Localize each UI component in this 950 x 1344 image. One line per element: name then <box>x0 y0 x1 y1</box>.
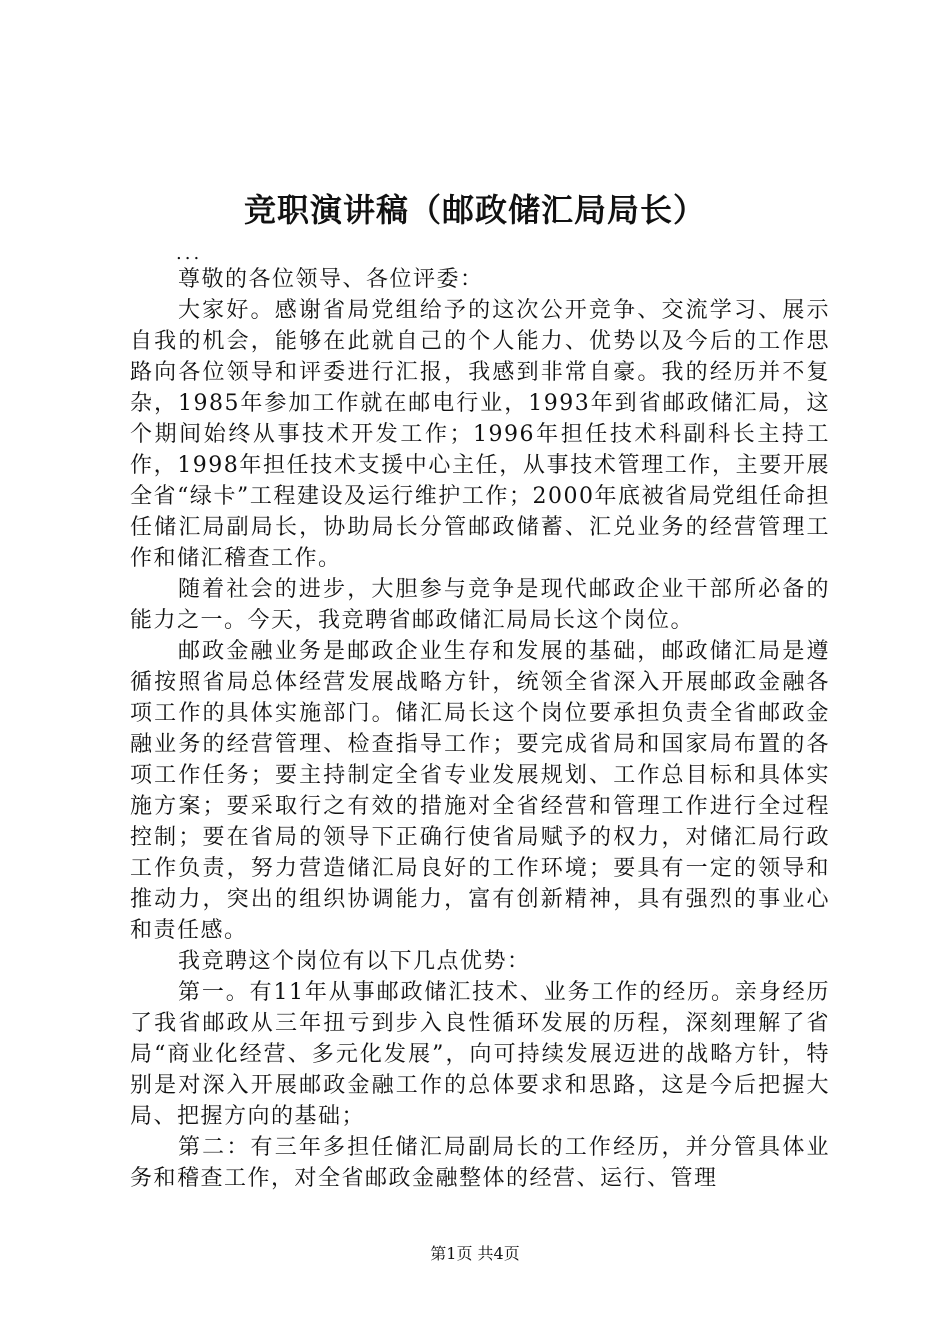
salutation: 尊敬的各位领导、各位评委： <box>178 267 484 292</box>
page-number-footer: 第1页 共4页 <box>430 1244 520 1263</box>
paragraph-competition: 随着社会的进步，大胆参与竞争是现代邮政企业干部所必备的能力之一。今天，我竞聘省邮政储汇局局长这个岗位。 <box>130 577 830 633</box>
paragraph-role: 邮政金融业务是邮政企业生存和发展的基础，邮政储汇局是遵循按照省局总体经营发展战略方针，统领全省深入开展邮政金融各项工作的具体实施部门。储汇局长这个岗位要承担负责全省邮政金融业务的经营管理、检查指导工作；要完成省局和国家局布置的各项工作任务；要主持制定全省专业发展规划、工作总目标和具体实施方案；要采取行之有效的措施对全省经营和管理工作进行全过程控制；要在省局的领导下正确行使省局赋予的权力，对储汇局行政工作负责，努力营造储汇局良好的工作环境；要具有一定的领导和推动力，突出的组织协调能力，富有创新精神，具有强烈的事业心和责任感。 <box>130 639 830 943</box>
paragraph-intro: 大家好。感谢省局党组给予的这次公开竞争、交流学习、展示自我的机会，能够在此就自己的个人能力、优势以及今后的工作思路向各位领导和评委进行汇报，我感到非常自豪。我的经历并不复杂，1985年参加工作就在邮电行业，1993年到省邮政储汇局，这个期间始终从事技术开发工作；1996年担任技术科副科长主持工作，1998年担任技术支援中心主任，从事技术管理工作，主要开展全省“绿卡”工程建设及运行维护工作；2000年底被省局党组任命担任储汇局副局长，协助局长分管邮政储蓄、汇兑业务的经营管理工作和储汇稽查工作。 <box>130 298 830 571</box>
paragraph-advantages-heading: 我竞聘这个岗位有以下几点优势： <box>178 949 531 974</box>
document-title: 竞职演讲稿（邮政储汇局局长） <box>243 191 706 229</box>
ellipsis-marker: ... <box>176 243 203 264</box>
paragraph-advantage-1: 第一。有11年从事邮政储汇技术、业务工作的经历。亲身经历了我省邮政从三年扭亏到步入良性循环发展的历程，深刻理解了省局“商业化经营、多元化发展”，向可持续发展迈进的战略方针，特别是对深入开展邮政金融工作的总体要求和思路，这是今后把握大局、把握方向的基础； <box>130 980 830 1129</box>
document-body <box>130 264 830 1194</box>
paragraph-advantage-2: 第二：有三年多担任储汇局副局长的工作经历，并分管具体业务和稽查工作，对全省邮政金融整体的经营、运行、管理 <box>130 1135 830 1191</box>
